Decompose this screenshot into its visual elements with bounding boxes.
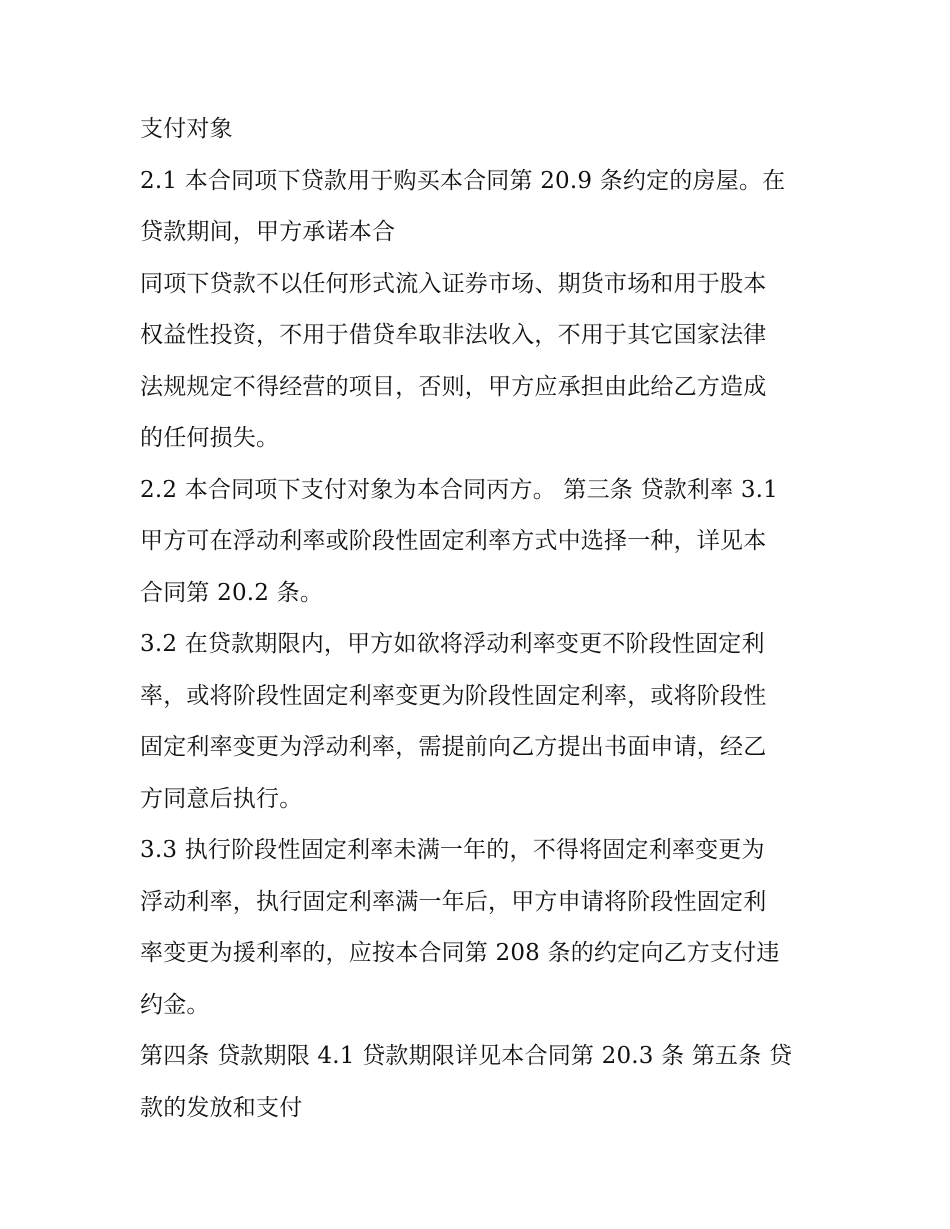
- text-line: 固定利率变更为浮动利率，需提前向乙方提出书面申请，经乙: [140, 734, 767, 760]
- text-line: 甲方可在浮动利率或阶段性固定利率方式中选择一种，详见本: [140, 528, 767, 554]
- text-line: 3.3 执行阶段性固定利率未满一年的，不得将固定利率变更为: [140, 837, 765, 863]
- text-line: 率，或将阶段性固定利率变更为阶段性固定利率，或将阶段性: [140, 682, 767, 709]
- text-line: 权益性投资，不用于借贷牟取非法收入，不用于其它国家法律: [140, 322, 767, 348]
- text-line: 贷款期间，甲方承诺本合: [140, 219, 396, 245]
- document-body: [140, 104, 830, 1134]
- text-line: 3.2 在贷款期限内，甲方如欲将浮动利率变更不阶段性固定利: [140, 631, 765, 657]
- text-line: 2.2 本合同项下支付对象为本合同丙方。 第三条 贷款利率 3.1: [140, 476, 778, 503]
- text-line: 的任何损失。: [140, 425, 280, 451]
- text-line: 第四条 贷款期限 4.1 贷款期限详见本合同第 20.3 条 第五条 贷: [140, 1043, 793, 1069]
- text-line: 款的发放和支付: [140, 1094, 303, 1121]
- text-line: 支付对象: [140, 116, 233, 142]
- text-line: 2.1 本合同项下贷款用于购买本合同第 20.9 条约定的房屋。在: [140, 167, 786, 194]
- text-line: 浮动利率，执行固定利率满一年后，甲方申请将阶段性固定利: [140, 888, 767, 915]
- text-line: 合同第 20.2 条。: [140, 579, 324, 606]
- text-line: 方同意后执行。: [140, 785, 303, 812]
- text-line: 约金。: [140, 991, 210, 1018]
- text-line: 法规规定不得经营的项目，否则，甲方应承担由此给乙方造成: [140, 373, 767, 400]
- text-line: 率变更为援利率的，应按本合同第 208 条的约定向乙方支付违: [140, 940, 780, 966]
- text-line: 同项下贷款不以任何形式流入证券市场、期货市场和用于股本: [140, 270, 767, 297]
